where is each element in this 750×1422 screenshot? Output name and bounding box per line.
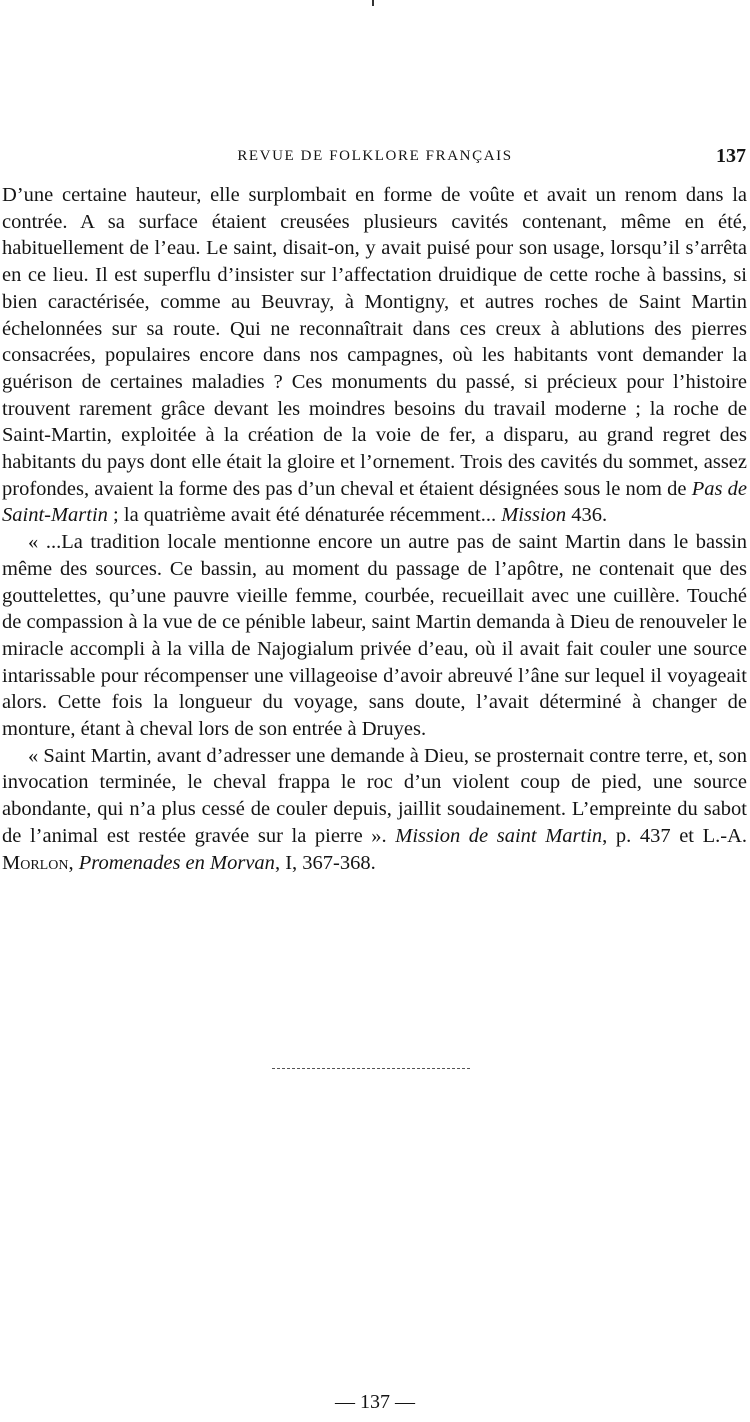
page-number: — 137 — — [335, 1391, 415, 1413]
text-segment: 436. — [566, 504, 608, 527]
running-title: REVUE DE FOLKLORE FRANÇAIS — [237, 148, 513, 164]
text-segment: , I, 367-368. — [274, 851, 376, 874]
article-body — [2, 182, 747, 876]
top-mark — [372, 0, 374, 6]
italic-citation: Mission — [501, 504, 567, 527]
author-name: Morlon — [2, 851, 69, 874]
text-segment: , — [68, 851, 79, 874]
italic-title: Pas de Saint-Martin — [2, 477, 747, 527]
paragraph — [2, 529, 747, 743]
paragraph — [2, 743, 747, 877]
paragraph — [2, 182, 747, 529]
text-segment: ; la quatrième avait été dénaturée récemment... — [107, 504, 502, 527]
running-header — [0, 145, 750, 169]
text-segment: , p. 437 et L.-A. — [602, 824, 747, 847]
italic-citation: Mission de saint Martin — [395, 824, 603, 847]
italic-title: Promenades en Morvan — [78, 851, 275, 874]
section-end-rule — [272, 1068, 470, 1069]
text-segment: « Saint Martin, avant d’adresser une demande à Dieu, se prosternait contre terre, et, son invocation terminée, le cheval frappa le roc d’un violent coup de pied, une source abondante, qui n’a plus cessé de couler depuis, jaillit soudainement. L’empreinte du sabot de l’animal est restée gravée sur la pierre ». — [2, 744, 747, 847]
folio-number: 137 — [716, 145, 746, 167]
text-segment: « ...La tradition locale mentionne encore un autre pas de saint Martin dans le bassin même des sources. Ce bassin, au moment du passage de l’apôtre, ne contenait que des gouttelettes, qu’une pauvre vieille femme, courbée, recueillait avec une cuillère. Touché de compassion à la vue de ce pénible labeur, saint Martin demanda à Dieu de renouveler le miracle accompli à la villa de Najogialum privée d’eau, où il avait fait couler une source intarissable pour récompenser une villageoise d’avoir abreuvé l’âne sur lequel il voyageait alors. Cette fois la longueur du voyage, sans doute, l’avait déterminé à changer de monture, étant à cheval lors de son entrée à Druyes. — [2, 531, 747, 741]
text-segment: D’une certaine hauteur, elle surplombait en forme de voûte et avait un renom dans la contrée. A sa surface étaient creusées plusieurs cavités contenant, même en été, habituellement de l’eau. Le saint, disait-on, y avait puisé pour son usage, lorsqu’il s’arrêta en ce lieu. Il est superflu d’insister sur l’affectation druidique de cette roche à bassins, si bien caractérisée, comme au Beuvray, à Montigny, et autres roches de Saint Martin échelonnées sur sa route. Qui ne reconnaîtrait dans ces creux à ablutions des pierres consacrées, populaires encore dans nos campagnes, où les habitants vont demander la guérison de certaines maladies ? Ces monuments du passé, si précieux pour l’histoire trouvent rarement grâce devant les moindres besoins du travail moderne ; la roche de Saint-Martin, exploitée à la création de la voie de fer, a disparu, au grand regret des habitants du pays dont elle était la gloire et l’ornement. Trois des cavités du sommet, assez profondes, avaient la forme des pas d’un cheval et étaient désignées sous le nom de — [2, 184, 747, 500]
